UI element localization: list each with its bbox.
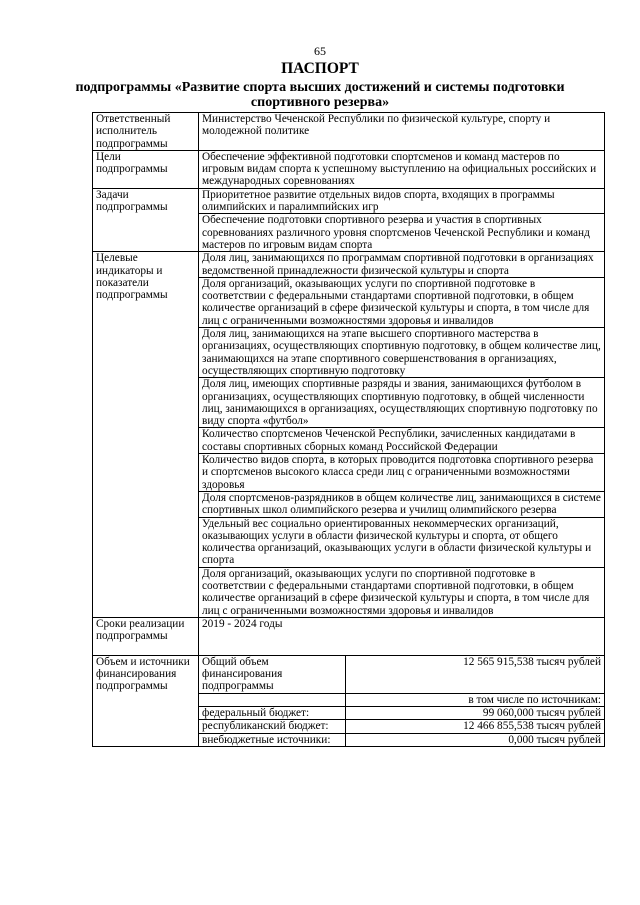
- finance-sources-heading: в том числе по источникам:: [345, 693, 604, 706]
- task-item: Обеспечение подготовки спортивного резерва и участия в спортивных соревнованиях различного уровня спортсменов Чеченской Республики и команд мастеров по игровым видам спорта: [199, 214, 605, 252]
- indicator-item: Количество спортсменов Чеченской Республики, зачисленных кандидатами в составы спортивных сборных команд Российской Федерации: [199, 428, 605, 454]
- indicator-item: Доля организаций, оказывающих услуги по спортивной подготовке в соответствии с федеральными стандартами спортивной подготовки, в общем количестве организаций в сфере физической культуры и спорта, в том числе для лиц с ограниченными возможностями здоровья и инвалидов: [199, 567, 605, 617]
- finance-details: [199, 655, 605, 746]
- row-finance: [93, 655, 605, 746]
- terms-value: 2019 - 2024 годы: [199, 617, 605, 655]
- row-tasks: [93, 188, 605, 214]
- finance-label: Объем и источники финансирования подпрограммы: [93, 655, 199, 746]
- task-item: Приоритетное развитие отдельных видов спорта, входящих в программы олимпийских и паралимпийских игр: [199, 188, 605, 214]
- row-terms: [93, 617, 605, 655]
- executor-label: Ответственный исполнитель подпрограммы: [93, 113, 199, 151]
- executor-value: Министерство Чеченской Республики по физической культуре, спорту и молодежной политике: [199, 113, 605, 151]
- document-title: ПАСПОРТ: [281, 60, 359, 77]
- finance-total-row: [199, 656, 604, 693]
- terms-label: Сроки реализации подпрограммы: [93, 617, 199, 655]
- source-value: 99 060,000 тысяч рублей: [345, 707, 604, 720]
- finance-spacer: [199, 693, 345, 706]
- indicator-item: Доля лиц, занимающихся на этапе высшего спортивного мастерства в организациях, осуществляющих спортивную подготовку, в общем количестве лиц, занимающихся на этапе спортивного совершенствования в организациях, осуществляющих спортивную подготовку: [199, 328, 605, 378]
- page-number: 65: [314, 44, 326, 58]
- goals-label: Цели подпрограммы: [93, 150, 199, 188]
- indicator-item: Доля организаций, оказывающих услуги по спортивной подготовке в соответствии с федеральными стандартами спортивной подготовки, в общем количестве организаций в сфере физической культуры и спорта, в том числе для лиц с ограниченными возможностями здоровья и инвалидов: [199, 277, 605, 327]
- indicators-label: Целевые индикаторы и показатели подпрограммы: [93, 252, 199, 618]
- finance-total-label: Общий объем финансирования подпрограммы: [199, 656, 345, 693]
- finance-source-row: [199, 707, 604, 720]
- row-executor: [93, 113, 605, 151]
- indicator-item: Доля лиц, занимающихся по программам спортивной подготовки в организациях ведомственной принадлежности физической культуры и спорта: [199, 252, 605, 278]
- passport-table: [92, 112, 605, 747]
- goals-value: Обеспечение эффективной подготовки спортсменов и команд мастеров по игровым видам спорта к успешному выступлению на официальных российских и международных соревнованиях: [199, 150, 605, 188]
- row-indicators: [93, 252, 605, 278]
- finance-sources-heading-row: [199, 693, 604, 706]
- finance-source-row: [199, 720, 604, 733]
- indicator-item: Удельный вес социально ориентированных некоммерческих организаций, оказывающих услуги в области физической культуры и спорта, от общего количества организаций, оказывающих услуги в области физической культуры и спорта: [199, 517, 605, 567]
- source-label: внебюджетные источники:: [199, 733, 345, 746]
- indicator-item: Доля лиц, имеющих спортивные разряды и звания, занимающихся футболом в организациях, осуществляющих спортивную подготовку, в общей численности лиц, занимающихся в организациях, осуществляющих спортивную подготовку по виду спорта «футбол»: [199, 378, 605, 428]
- row-goals: [93, 150, 605, 188]
- source-value: 12 466 855,538 тысяч рублей: [345, 720, 604, 733]
- finance-table: [199, 656, 604, 746]
- source-label: республиканский бюджет:: [199, 720, 345, 733]
- tasks-label: Задачи подпрограммы: [93, 188, 199, 251]
- finance-total-value: 12 565 915,538 тысяч рублей: [345, 656, 604, 693]
- indicator-item: Количество видов спорта, в которых проводится подготовка спортивного резерва и спортсменов высокого класса среди лиц с ограниченными возможностями здоровья: [199, 454, 605, 492]
- source-label: федеральный бюджет:: [199, 707, 345, 720]
- source-value: 0,000 тысяч рублей: [345, 733, 604, 746]
- document-subtitle: подпрограммы «Развитие спорта высших достижений и системы подготовки спортивного резерва»: [75, 80, 565, 110]
- finance-source-row: [199, 733, 604, 746]
- indicator-item: Доля спортсменов-разрядников в общем количестве лиц, занимающихся в системе спортивных школ олимпийского резерва и училищ олимпийского резерва: [199, 491, 605, 517]
